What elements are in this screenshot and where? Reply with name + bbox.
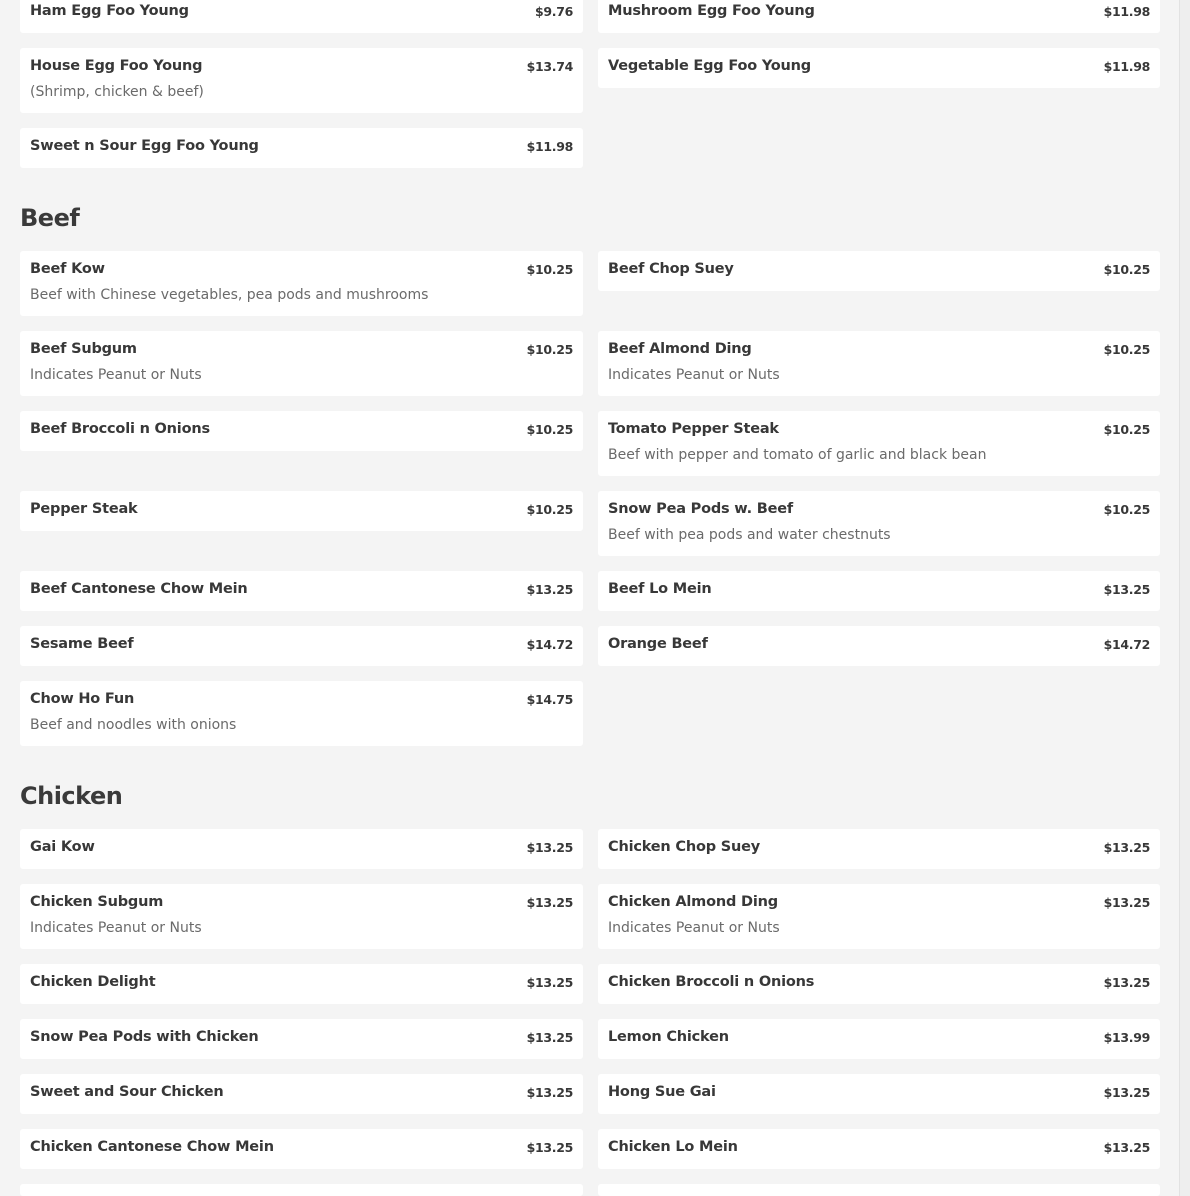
menu-item-card[interactable] [20,1129,583,1169]
menu-item-price: $10.25 [1103,502,1150,517]
menu-item-name: Beef Lo Mein [608,581,712,597]
menu-item-price: $14.72 [526,637,573,652]
menu-item-name: Chicken Chop Suey [608,839,760,855]
menu-item-price: $9.76 [534,4,573,19]
menu-item-price: $14.72 [1103,637,1150,652]
menu-item-price: $13.25 [1103,975,1150,990]
menu-item-description: Indicates Peanut or Nuts [608,367,780,383]
menu-item-price: $10.25 [1103,342,1150,357]
menu-item-card[interactable] [598,491,1160,556]
menu-item-card[interactable] [598,571,1160,611]
menu-item-card[interactable] [20,1074,583,1114]
menu-item-price: $10.25 [526,502,573,517]
menu-item-description: (Shrimp, chicken & beef) [30,84,204,100]
menu-item-name: Gai Kow [30,839,95,855]
scrollbar-track[interactable] [1179,0,1190,1196]
menu-item-card[interactable] [598,1074,1160,1114]
menu-item-price: $10.25 [1103,262,1150,277]
menu-item-description: Indicates Peanut or Nuts [608,920,780,936]
menu-item-card[interactable] [20,681,583,746]
menu-item-description: Beef and noodles with onions [30,717,237,733]
menu-item-price: $13.25 [1103,895,1150,910]
menu-item-price: $13.25 [526,582,573,597]
menu-item-price: $10.25 [526,422,573,437]
menu-item-card[interactable] [598,829,1160,869]
menu-item-name: Chicken Cantonese Chow Mein [30,1139,274,1155]
menu-item-card-partial[interactable] [598,1184,1160,1196]
menu-item-card[interactable] [20,331,583,396]
menu-item-card[interactable] [20,0,583,33]
menu-item-card[interactable] [598,884,1160,949]
menu-item-name: Pepper Steak [30,501,138,517]
menu-item-name: Chicken Subgum [30,894,164,910]
menu-item-price: $13.25 [1103,582,1150,597]
menu-item-card[interactable] [20,829,583,869]
menu-item-name: Lemon Chicken [608,1029,729,1045]
menu-item-card[interactable] [598,0,1160,33]
menu-item-price: $10.25 [526,342,573,357]
menu-item-price: $10.25 [1103,422,1150,437]
menu-item-name: Chicken Almond Ding [608,894,778,910]
menu-item-name: Beef Almond Ding [608,341,752,357]
menu-item-price: $13.99 [1103,1030,1150,1045]
menu-item-card[interactable] [20,884,583,949]
menu-item-card[interactable] [20,964,583,1004]
menu-item-price: $13.25 [1103,840,1150,855]
menu-item-price: $13.25 [526,1140,573,1155]
menu-item-price: $13.25 [1103,1140,1150,1155]
menu-item-name: Beef Kow [30,261,105,277]
menu-item-card[interactable] [20,491,583,531]
menu-item-card[interactable] [598,48,1160,88]
menu-item-name: Beef Chop Suey [608,261,734,277]
menu-item-price: $13.25 [526,1085,573,1100]
menu-item-card[interactable] [598,964,1160,1004]
menu-item-price: $11.98 [1103,59,1150,74]
menu-item-description: Beef with Chinese vegetables, pea pods and mushrooms [30,287,429,303]
menu-item-price: $13.25 [526,1030,573,1045]
menu-item-card[interactable] [598,1129,1160,1169]
menu-item-name: Beef Subgum [30,341,137,357]
menu-item-card[interactable] [598,626,1160,666]
menu-item-description: Beef with pepper and tomato of garlic and black bean [608,447,987,463]
menu-item-description: Beef with pea pods and water chestnuts [608,527,891,543]
menu-item-card[interactable] [20,1019,583,1059]
menu-item-name: Vegetable Egg Foo Young [608,58,811,74]
menu-item-price: $10.25 [526,262,573,277]
menu-item-card[interactable] [20,251,583,316]
menu-item-name: Chow Ho Fun [30,691,135,707]
menu-item-card[interactable] [598,331,1160,396]
menu-item-name: Tomato Pepper Steak [608,421,779,437]
menu-item-price: $11.98 [1103,4,1150,19]
menu-item-name: Ham Egg Foo Young [30,3,189,19]
menu-item-price: $13.25 [526,840,573,855]
menu-item-price: $11.98 [526,139,573,154]
menu-item-name: House Egg Foo Young [30,58,203,74]
menu-item-price: $13.74 [526,59,573,74]
menu-item-name: Mushroom Egg Foo Young [608,3,815,19]
menu-item-price: $13.25 [526,975,573,990]
menu-item-price: $13.25 [1103,1085,1150,1100]
menu-item-card[interactable] [598,1019,1160,1059]
menu-item-name: Sweet n Sour Egg Foo Young [30,138,259,154]
menu-item-card[interactable] [20,411,583,451]
menu-item-name: Hong Sue Gai [608,1084,716,1100]
menu-item-name: Chicken Delight [30,974,156,990]
menu-item-price: $13.25 [526,895,573,910]
menu-item-card-partial[interactable] [20,1184,583,1196]
menu-item-name: Snow Pea Pods with Chicken [30,1029,259,1045]
menu-item-name: Orange Beef [608,636,708,652]
menu-item-description: Indicates Peanut or Nuts [30,920,202,936]
menu-item-description: Indicates Peanut or Nuts [30,367,202,383]
section-title-chicken: Chicken [20,782,123,810]
menu-item-name: Chicken Broccoli n Onions [608,974,815,990]
menu-item-card[interactable] [20,626,583,666]
section-title-beef: Beef [20,204,80,232]
menu-item-name: Sweet and Sour Chicken [30,1084,224,1100]
menu-item-card[interactable] [20,128,583,168]
menu-item-price: $14.75 [526,692,573,707]
menu-item-name: Beef Cantonese Chow Mein [30,581,248,597]
menu-item-card[interactable] [20,571,583,611]
menu-item-name: Sesame Beef [30,636,134,652]
menu-item-name: Snow Pea Pods w. Beef [608,501,793,517]
menu-item-card[interactable] [598,411,1160,476]
menu-item-name: Beef Broccoli n Onions [30,421,210,437]
menu-item-name: Chicken Lo Mein [608,1139,738,1155]
menu-item-card[interactable] [598,251,1160,291]
menu-item-card[interactable] [20,48,583,113]
